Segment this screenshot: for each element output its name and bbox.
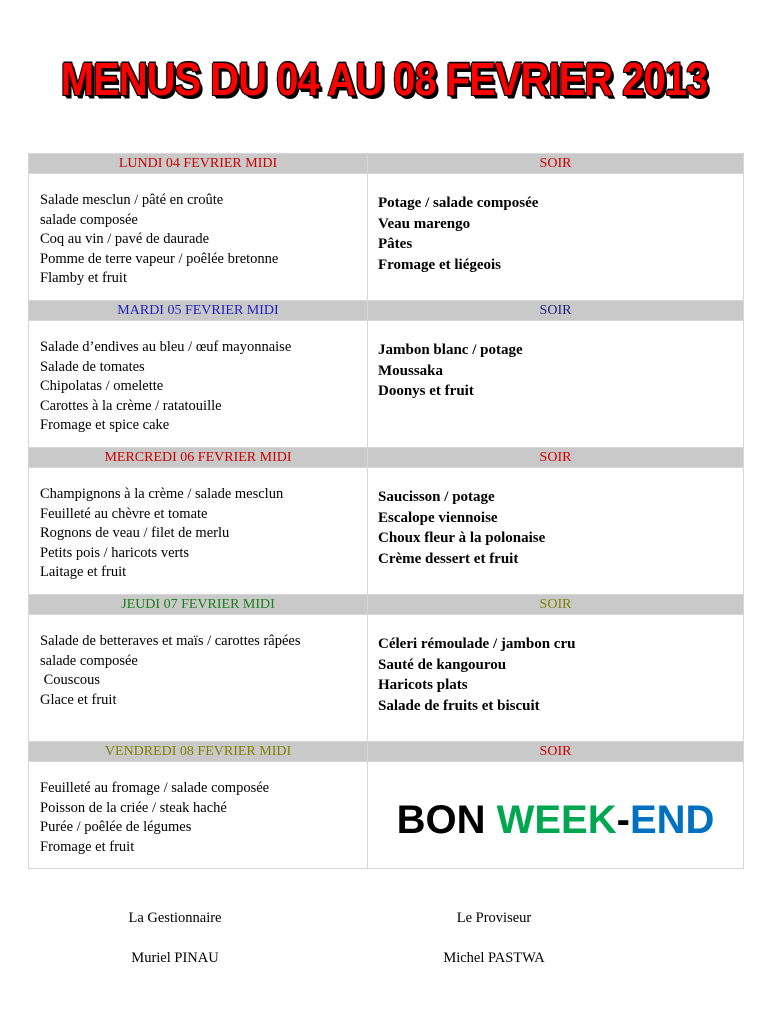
- bon-weekend-banner: [368, 762, 743, 843]
- menu-item: Coq au vin / pavé de daurade: [40, 231, 210, 247]
- menu-item: Doonys et fruit: [378, 383, 474, 400]
- menu-item: Salade de fruits et biscuit: [378, 698, 540, 715]
- menu-item: Salade mesclun / pâté en croûte: [40, 192, 224, 208]
- menu-item: Pomme de terre vapeur / poêlée bretonne: [40, 250, 279, 267]
- page-title: MENUS DU 04 AU 08 FEVRIER 2013: [60, 54, 708, 106]
- soir-header: SOIR: [368, 448, 744, 468]
- menu-item: Salade de tomates: [40, 358, 145, 375]
- menu-item: Saucisson / potage: [378, 489, 495, 505]
- midi-menu: [29, 468, 368, 595]
- midi-header: VENDREDI 08 FEVRIER MIDI: [29, 742, 368, 762]
- day-menu-row: [29, 468, 744, 595]
- day-menu-row: [29, 615, 744, 742]
- midi-header: LUNDI 04 FEVRIER MIDI: [29, 154, 368, 174]
- menu-item: Carottes à la crème / ratatouille: [40, 397, 222, 414]
- day-menu-row: [29, 174, 744, 301]
- signature-gestionnaire: [75, 910, 275, 967]
- menu-item: Chipolatas / omelette: [40, 378, 164, 394]
- soir-menu: [368, 468, 744, 595]
- midi-header: MARDI 05 FEVRIER MIDI: [29, 301, 368, 321]
- signature-role: La Gestionnaire: [128, 910, 222, 926]
- menu-item: Flamby et fruit: [40, 270, 127, 286]
- menu-item: salade composée: [40, 211, 138, 228]
- menu-item: Laitage et fruit: [40, 564, 127, 580]
- day-header-row: [29, 154, 744, 174]
- midi-menu: [29, 762, 368, 869]
- menu-item: Pâtes: [378, 236, 413, 253]
- menu-item: Purée / poêlée de légumes: [40, 819, 192, 835]
- signature-name: Michel PASTWA: [443, 950, 545, 966]
- soir-header: SOIR: [368, 595, 744, 615]
- menu-item: Couscous: [40, 672, 101, 688]
- menu-item: Rognons de veau / filet de merlu: [40, 525, 230, 541]
- soir-header: SOIR: [368, 742, 744, 762]
- menu-item: Crème dessert et fruit: [378, 551, 519, 568]
- menu-item: Choux fleur à la polonaise: [378, 530, 546, 547]
- midi-menu: [29, 615, 368, 742]
- signature-role: Le Proviseur: [456, 910, 532, 926]
- menu-item: Fromage et liégeois: [378, 257, 502, 274]
- soir-header: SOIR: [368, 301, 744, 321]
- menu-item: Feuilleté au fromage / salade composée: [40, 780, 270, 796]
- menu-item: Moussaka: [378, 362, 444, 379]
- menu-item: Feuilleté au chèvre et tomate: [40, 505, 208, 522]
- day-header-row: [29, 448, 744, 468]
- soir-header: SOIR: [368, 154, 744, 174]
- menu-item: Jambon blanc / potage: [378, 342, 523, 358]
- soir-menu: [368, 615, 744, 742]
- menu-item: Fromage et fruit: [40, 838, 135, 855]
- soir-menu: [368, 321, 744, 448]
- menu-item: Potage / salade composée: [378, 195, 539, 211]
- menu-item: Petits pois / haricots verts: [40, 544, 190, 561]
- day-menu-row: [29, 762, 744, 869]
- day-header-row: [29, 742, 744, 762]
- menu-table: [28, 153, 744, 869]
- menu-item: Glace et fruit: [40, 691, 117, 708]
- midi-menu: [29, 321, 368, 448]
- day-menu-row: [29, 321, 744, 448]
- day-header-row: [29, 595, 744, 615]
- soir-menu: [368, 762, 744, 869]
- midi-header: JEUDI 07 FEVRIER MIDI: [29, 595, 368, 615]
- menu-item: Escalope viennoise: [378, 509, 498, 526]
- signature-proviseur: [394, 910, 594, 967]
- weekend-dash: -: [616, 798, 630, 842]
- soir-menu: [368, 174, 744, 301]
- menu-item: Salade de betteraves et maïs / carottes râpées: [40, 633, 301, 649]
- weekend-bon: BON: [396, 798, 497, 842]
- menu-item: Salade d’endives au bleu / œuf mayonnaise: [40, 339, 292, 355]
- weekend-week: WEEK: [496, 798, 617, 842]
- signature-name: Muriel PINAU: [131, 950, 219, 966]
- day-header-row: [29, 301, 744, 321]
- menu-item: Fromage et spice cake: [40, 417, 170, 433]
- menu-item: Veau marengo: [378, 215, 471, 232]
- midi-header: MERCREDI 06 FEVRIER MIDI: [29, 448, 368, 468]
- menu-item: Champignons à la crème / salade mesclun: [40, 486, 284, 502]
- menu-item: Poisson de la criée / steak haché: [40, 799, 227, 816]
- menu-item: salade composée: [40, 652, 138, 669]
- menu-item: Céleri rémoulade / jambon cru: [378, 636, 576, 652]
- weekend-end: END: [629, 798, 715, 842]
- midi-menu: [29, 174, 368, 301]
- menu-item: Sauté de kangourou: [378, 656, 507, 673]
- menu-item: Haricots plats: [378, 677, 468, 694]
